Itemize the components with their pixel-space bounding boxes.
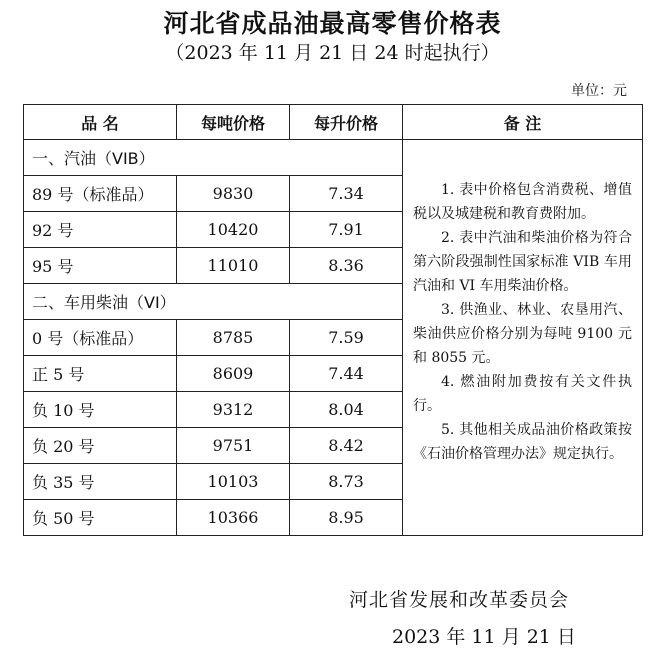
product-name: 负 35 号 [24,464,177,500]
header-name: 品 名 [24,105,177,140]
note-item: 1. 表中价格包含消费税、增值税以及城建税和教育费附加。 [413,182,632,222]
document-title: 河北省成品油最高零售价格表 [163,9,502,38]
ton-price: 11010 [177,248,290,284]
header-notes: 备 注 [403,105,643,140]
ton-price: 8785 [177,320,290,356]
ton-price: 9751 [177,428,290,464]
product-name: 92 号 [24,212,177,248]
liter-price: 7.34 [290,176,403,212]
product-name: 95 号 [24,248,177,284]
ton-price: 9312 [177,392,290,428]
liter-price: 7.44 [290,356,403,392]
effective-date-subtitle: （2023 年 11 月 21 日 24 时起执行） [165,42,500,64]
ton-price: 8609 [177,356,290,392]
liter-price: 7.91 [290,212,403,248]
header-liter-price: 每升价格 [290,105,403,140]
header-ton-price: 每吨价格 [177,105,290,140]
ton-price: 10366 [177,500,290,536]
issuing-organization: 河北省发展和改革委员会 [349,589,570,611]
issue-date: 2023 年 11 月 21 日 [392,626,576,648]
product-name: 负 50 号 [24,500,177,536]
liter-price: 8.95 [290,500,403,536]
liter-price: 8.42 [290,428,403,464]
product-name: 89 号（标准品） [24,176,177,212]
liter-price: 7.59 [290,320,403,356]
price-table [23,104,643,536]
gasoline-section-label: 一、汽油（VIB） [24,140,403,176]
section-row [24,140,643,176]
ton-price: 10103 [177,464,290,500]
unit-label: 单位：元 [571,83,627,99]
product-name: 正 5 号 [24,356,177,392]
note-item: 3. 供渔业、林业、农垦用汽、柴油供应价格分别为每吨 9100 元和 8055 元。 [413,302,632,366]
product-name: 负 10 号 [24,392,177,428]
product-name: 负 20 号 [24,428,177,464]
note-item: 4. 燃油附加费按有关文件执行。 [413,374,632,414]
table-header-row [24,105,643,140]
ton-price: 9830 [177,176,290,212]
ton-price: 10420 [177,212,290,248]
liter-price: 8.36 [290,248,403,284]
product-name: 0 号（标准品） [24,320,177,356]
liter-price: 8.73 [290,464,403,500]
liter-price: 8.04 [290,392,403,428]
notes-cell [403,140,643,536]
note-item: 5. 其他相关成品油价格政策按《石油价格管理办法》规定执行。 [413,422,632,462]
diesel-section-label: 二、车用柴油（VI） [24,284,403,320]
note-item: 2. 表中汽油和柴油价格为符合第六阶段强制性国家标准 VIB 车用汽油和 VI 车用柴油价格。 [413,230,632,294]
